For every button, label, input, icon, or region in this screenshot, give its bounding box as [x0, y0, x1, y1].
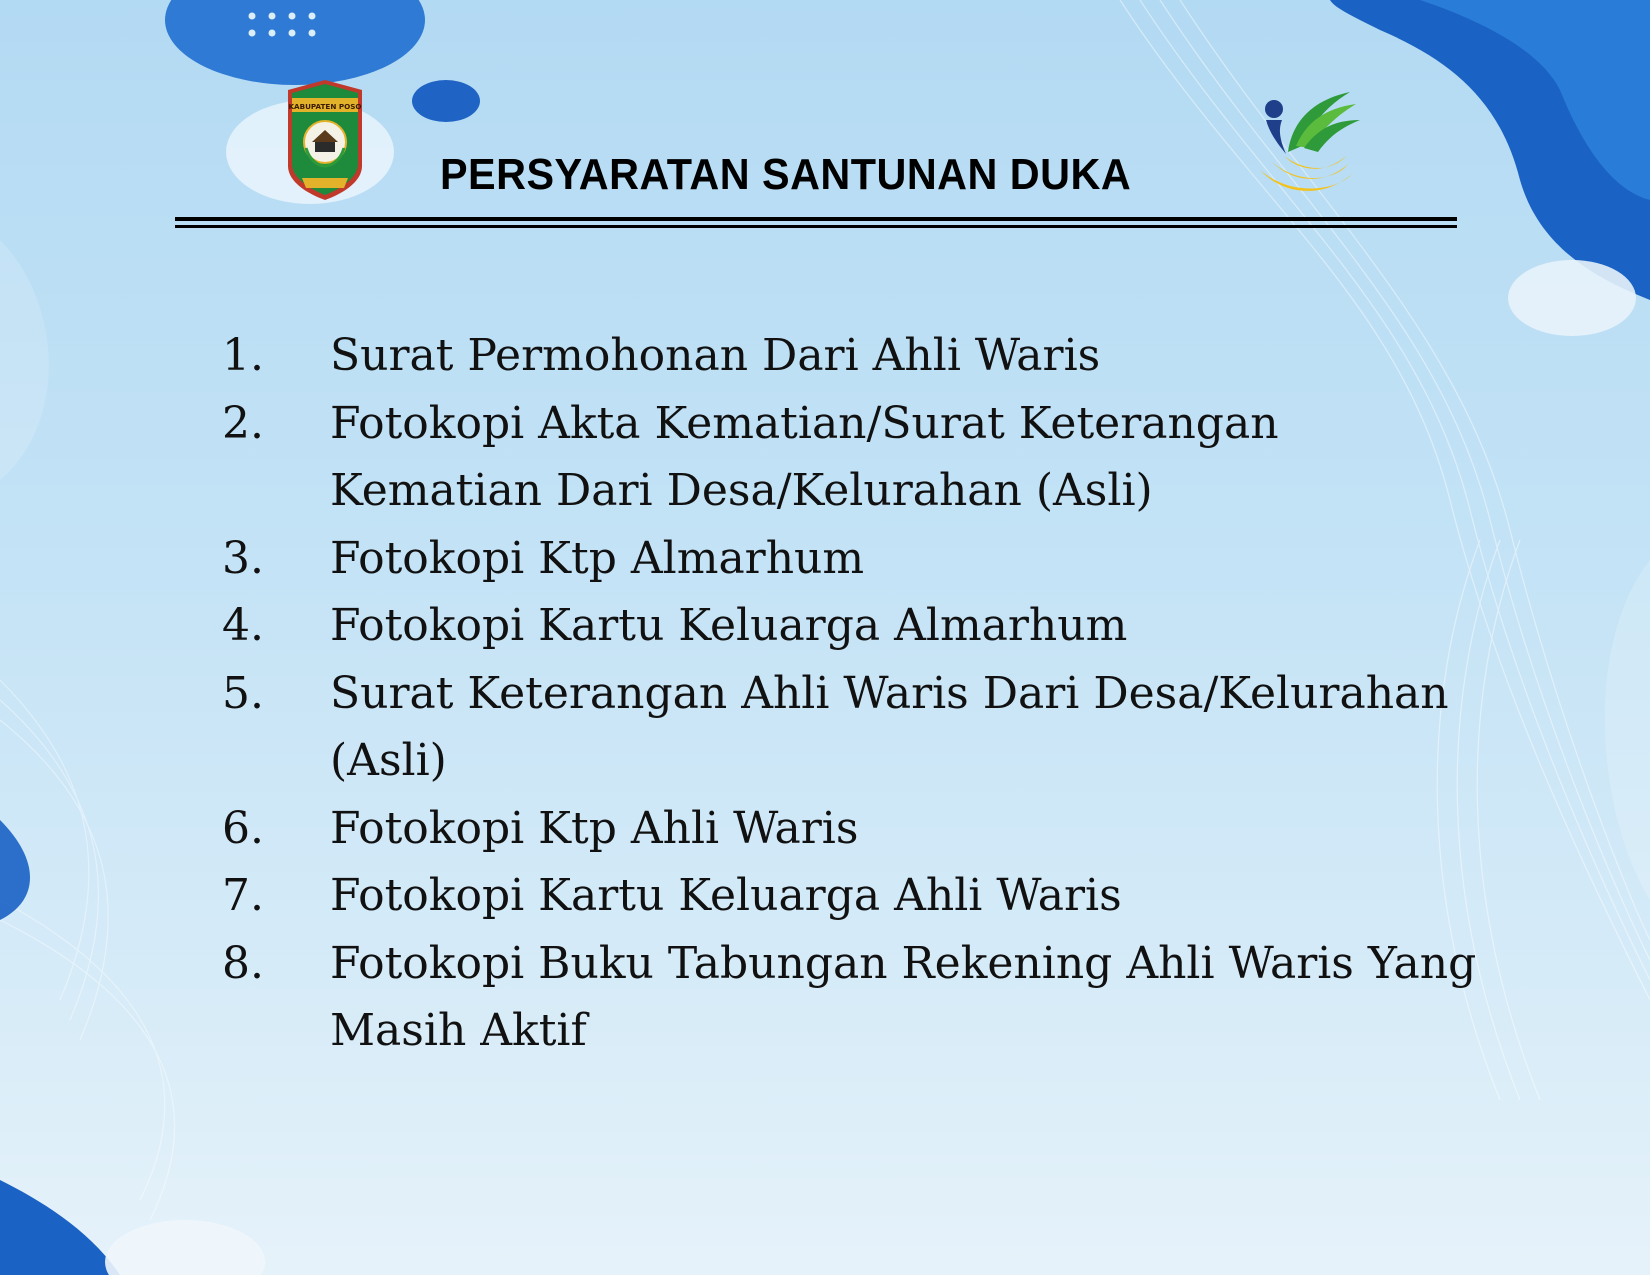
list-item-text: Fotokopi Ktp Almarhum [330, 532, 865, 584]
list-item-text: Surat Permohonan Dari Ahli Waris [330, 330, 1101, 381]
list-item-text: Fotokopi Ktp Ahli Waris [330, 802, 859, 854]
list-item [222, 795, 1482, 863]
list-item-text: Fotokopi Kartu Keluarga Almarhum [330, 600, 1128, 651]
svg-text:KABUPATEN POSO: KABUPATEN POSO [288, 102, 362, 111]
list-item [222, 930, 1482, 1065]
title-underline-thin [175, 225, 1457, 228]
list-item [222, 525, 1482, 593]
list-item-number: 1. [222, 330, 264, 381]
list-item-text: Fotokopi Akta Kematian/Surat Keterangan Kematian Dari Desa/Kelurahan (Asli) [330, 397, 1279, 516]
list-item-number: 2. [222, 397, 264, 449]
list-item-text: Fotokopi Buku Tabungan Rekening Ahli Waris Yang Masih Aktif [330, 937, 1477, 1056]
list-item [222, 390, 1482, 525]
title-underline-thick [175, 217, 1457, 221]
ministry-social-affairs-logo-icon [1252, 82, 1362, 202]
list-item-number: 5. [222, 667, 264, 719]
list-item-text: Surat Keterangan Ahli Waris Dari Desa/Kelurahan (Asli) [330, 667, 1449, 786]
requirements-list [222, 322, 1482, 1065]
kabupaten-poso-emblem-icon [282, 78, 368, 202]
list-item-text: Fotokopi Kartu Keluarga Ahli Waris [330, 870, 1122, 921]
list-item-number: 7. [222, 870, 264, 921]
list-item-number: 8. [222, 937, 264, 989]
list-item [222, 322, 1482, 390]
list-item-number: 4. [222, 600, 264, 651]
page-title: PERSYARATAN SANTUNAN DUKA [440, 150, 1132, 199]
list-item [222, 592, 1482, 660]
list-item [222, 862, 1482, 930]
list-item [222, 660, 1482, 795]
list-item-number: 6. [222, 802, 264, 854]
list-item-number: 3. [222, 532, 264, 584]
